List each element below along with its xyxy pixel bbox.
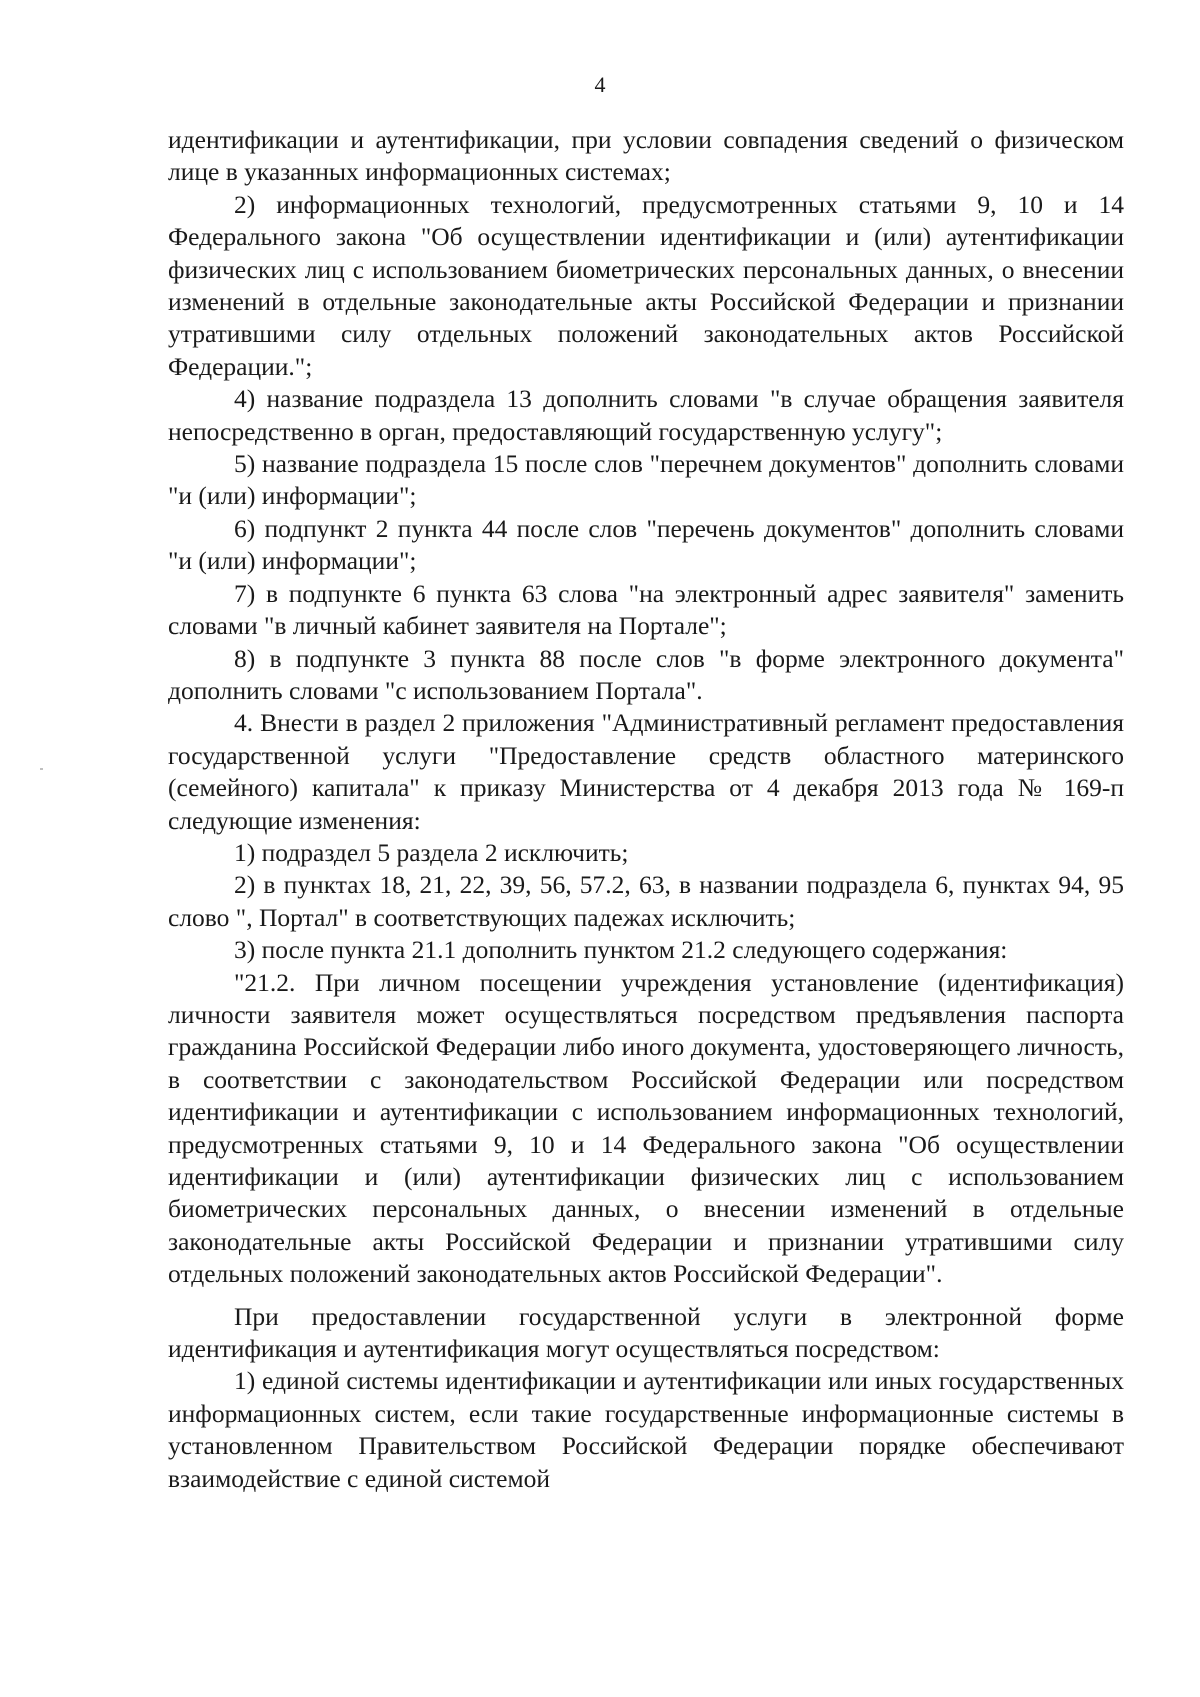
paragraph-electronic-form: При предоставлении государственной услуги в электронной форме идентификация и аутентификация могут осуществляться посредством: (168, 1301, 1124, 1364)
document-body (168, 124, 1124, 1495)
paragraph-item-8-point-88: 8) в подпункте 3 пункта 88 после слов "в форме электронного документа" дополнить словами "с использованием Портала". (168, 643, 1124, 705)
scan-artifact (40, 768, 43, 770)
paragraph-amend-3: 3) после пункта 21.1 дополнить пунктом 21.2 следующего содержания: (234, 935, 1008, 965)
paragraph-item-6-point-44: 6) подпункт 2 пункта 44 после слов "перечень документов" дополнить словами "и (или) информации"; (168, 513, 1124, 576)
paragraph-section-4-amendments: 4. Внести в раздел 2 приложения "Административный регламент предоставления государственной услуги "Предоставление средств областного материнского (семейного) капитала" к приказу Министерства от 4 декабря 2013 года № 169-п следующие изменения: (168, 708, 1124, 835)
page-number: 4 (594, 72, 606, 97)
paragraph-unified-system: 1) единой системы идентификации и аутентификации или иных государственных информационных систем, если такие государственные информационные системы в установленном Правительством Российской Федерации порядке обеспечивают взаимодействие с единой системой (168, 1366, 1124, 1493)
paragraph-point-21-2: "21.2. При личном посещении учреждения установление (идентификация) личности заявителя может осуществляться посредством предъявления паспорта гражданина Российской Федерации либо иного документа, удостоверяющего личность, в соответствии с законодательством Российской Федерации или посредством идентификации и аутентификации с использованием информационных технологий, предусмотренных статьями 9, 10 и 14 Федерального закона "Об осуществлении идентификации и (или) аутентификации физических лиц с использованием биометрических персональных данных, о внесении изменений в отдельные законодательные акты Российской Федерации и признании утратившими силу отдельных положений законодательных актов Российской Федерации". (168, 967, 1124, 1289)
paragraph-item-5-subsection-15: 5) название подраздела 15 после слов "перечнем документов" дополнить словами "и (или) информации"; (168, 449, 1124, 511)
paragraph-amend-1: 1) подраздел 5 раздела 2 исключить; (234, 837, 629, 867)
paragraph-continuation: идентификации и аутентификации, при условии совпадения сведений о физическом лице в указанных информационных системах; (168, 125, 1124, 187)
paragraph-item-7-point-63: 7) в подпункте 6 пункта 63 слова "на электронный адрес заявителя" заменить словами "в личный кабинет заявителя на Портале"; (168, 578, 1124, 641)
paragraph-amend-2: 2) в пунктах 18, 21, 22, 39, 56, 57.2, 63, в названии подраздела 6, пунктах 94, 95 слово ", Портал" в соответствующих падежах исключить; (168, 870, 1124, 932)
paragraph-item-4-subsection-13: 4) название подраздела 13 дополнить словами "в случае обращения заявителя непосредственно в орган, предоставляющий государственную услугу"; (168, 384, 1124, 446)
paragraph-spacer (168, 1291, 1124, 1301)
paragraph-item-2-technologies: 2) информационных технологий, предусмотренных статьями 9, 10 и 14 Федерального закона "Об осуществлении идентификации и (или) аутентификации физических лиц с использованием биометрических персональных данных, о внесении изменений в отдельные законодательные акты Российской Федерации и признании утратившими силу отдельных положений законодательных актов Российской Федерации."; (168, 189, 1124, 381)
